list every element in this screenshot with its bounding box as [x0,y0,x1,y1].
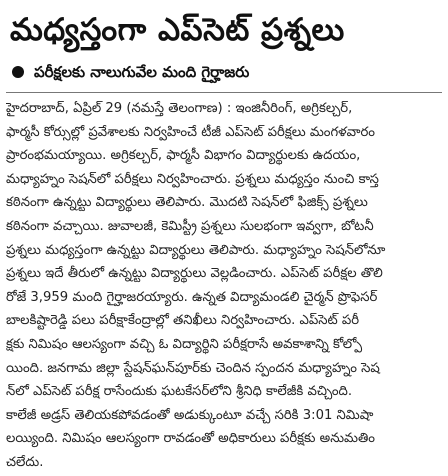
subheadline-row [6,58,442,86]
body-line: హైదరాబాద్, ఏప్రిల్ 29 (నమస్తే తెలంగాణ) : ఇంజినీరింగ్, అగ్రికల్చర్, [6,101,353,116]
body-line: క్షకు నిమిషం ఆలస్యంగా వచ్చి ఓ విద్యార్థిని పరీక్షరాసే అవకాశాన్ని కోల్పో [6,336,363,352]
subheadline: పరీక్షలకు నాలుగువేల మంది గైర్హాజరు [34,63,250,81]
body-line: యింది. జనగామ జిల్లా స్టేషన్‌ఘన్‌పూర్‌కు చెందిన స్పందన మధ్యాహ్నం సెష [6,360,380,376]
body-line: చలేదు. [6,454,44,470]
body-line: కఠినంగా ఉన్నట్టు విద్యార్థులు తెలిపారు. మొదటి సెషన్‌లో ఫిజిక్స్ ప్రశ్నలు [6,195,368,211]
body-line: మధ్యాహ్నం సెషన్‌లో పరీక్షలు నిర్వహించారు. ప్రశ్నలు మధ్యస్తం నుంచి కాస్త [6,171,379,187]
article-body [6,97,442,475]
body-line: లయ్యింది. నిమిషం ఆలస్యంగా రావడంతో అధికారులు పరీక్షకు అనుమతిం [6,431,375,447]
body-line: కఠినంగా వచ్చాయి. జువాలజీ, కెమిస్ట్రీ ప్రశ్నలు సులభంగా ఇవ్వగా, బోటనీ [6,218,374,234]
body-line: న్‌లో ఎప్‌సెట్ పరీక్ష రాసేందుకు ఘటకేసర్‌లోని శ్రీనిధి కాలేజీకి వచ్చింది. [6,384,353,400]
body-line: కాలేజీ అడ్రస్ తెలియకపోవడంతో అడుక్కుంటూ వచ్చే సరికి 3:01 నిమిషా [6,407,374,423]
body-line: ప్రశ్నలు ఇదే తీరులో ఉన్నట్టు విద్యార్థులు వెల్లడించారు. ఎప్‌సెట్ పరీక్షల తొలి [6,266,383,282]
body-line: బాలకిష్టారెడ్డి పలు పరీక్షాకేంద్రాల్లో తనిఖీలు నిర్వహించారు. ఎప్‌సెట్ పరీ [6,313,360,329]
divider [6,92,442,93]
headline: మధ్యస్తంగా ఎప్‌సెట్ ప్రశ్నలు [10,12,345,48]
body-line: ఫార్మసీ కోర్సుల్లో ప్రవేశాలకు నిర్వహించే టీజీ ఎప్‌సెట్ పరీక్షలు మంగళవారం [6,124,375,140]
body-line: ప్రశ్నలు మధ్యస్తంగా ఉన్నట్టు విద్యార్థులు తెలిపారు. మధ్యాహ్నం సెషన్‌లోనూ [6,242,386,258]
body-line: రోజే 3,959 మంది గైర్హాజరయ్యారు. ఉన్నత విద్యామండలి చైర్మన్ ప్రొఫెసర్ [6,289,378,305]
body-line: ప్రారంభమయ్యాయి. అగ్రికల్చర్, ఫార్మసీ విభాగం విద్యార్థులకు ఉదయం, [6,148,361,164]
bullet-icon [12,66,24,78]
